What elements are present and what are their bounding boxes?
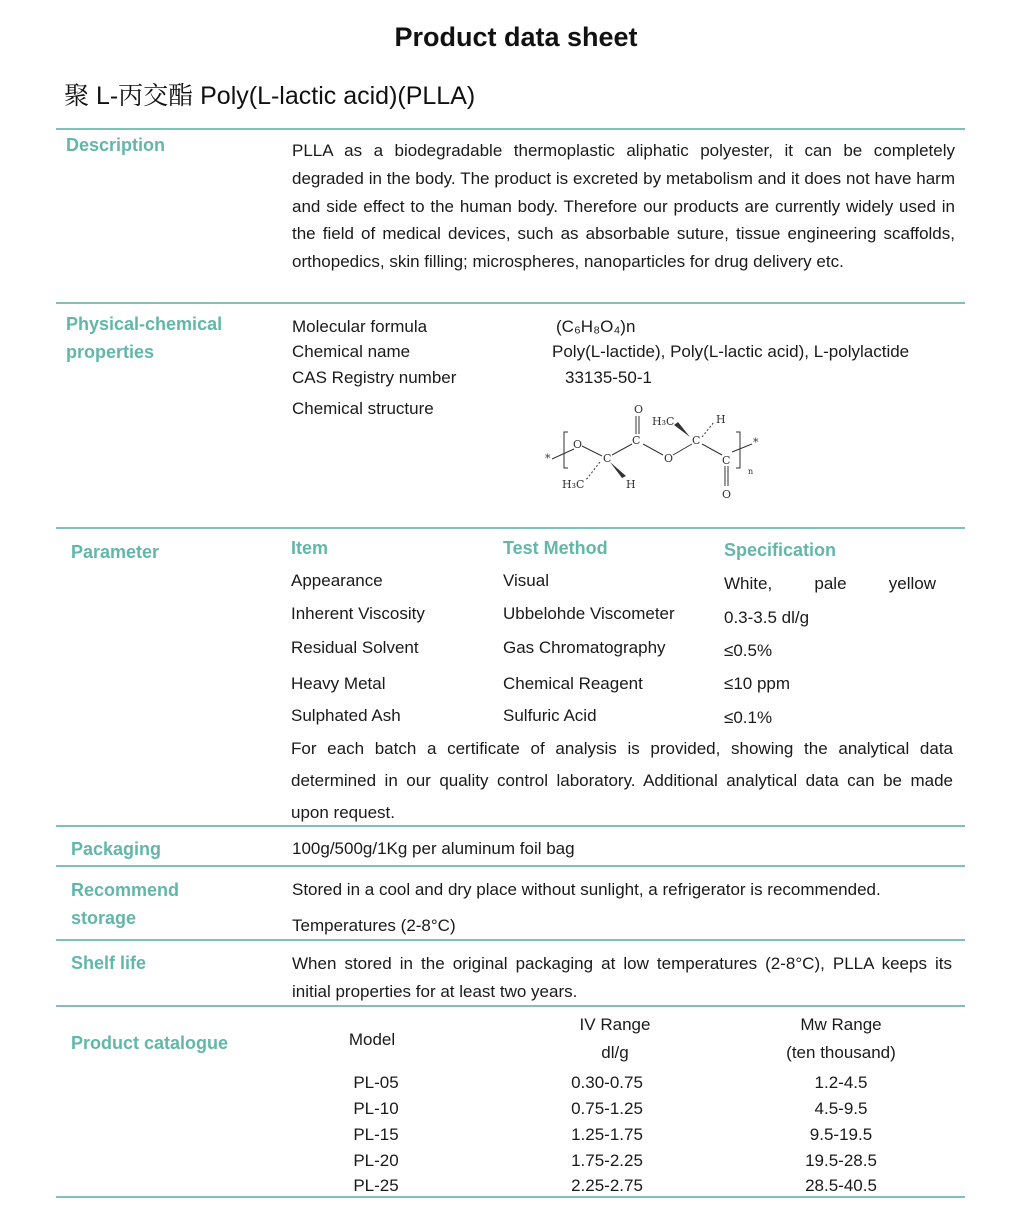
- parameter-method: Sulfuric Acid: [503, 706, 597, 725]
- catalogue-iv: 0.75-1.25: [571, 1099, 643, 1118]
- parameter-note: For each batch a certificate of analysis is provided, showing the analytical data determined in our quality control laboratory. Additional analytical data can be made upon request.: [291, 739, 953, 822]
- property-value: (C₆H₈O₄)n: [556, 317, 636, 336]
- svg-text:C: C: [632, 434, 641, 447]
- section-label-shelf-life: Shelf life: [71, 953, 147, 973]
- catalogue-model: PL-20: [353, 1151, 399, 1170]
- svg-text:O: O: [722, 488, 732, 501]
- column-header-method: Test Method: [503, 538, 608, 558]
- divider: [56, 128, 965, 130]
- svg-text:O: O: [573, 438, 583, 451]
- svg-text:C: C: [722, 454, 731, 467]
- catalogue-iv: 2.25-2.75: [571, 1176, 643, 1195]
- section-label-packaging: Packaging: [71, 839, 162, 859]
- column-header-spec: Specification: [724, 540, 837, 560]
- catalogue-model: PL-10: [353, 1099, 399, 1118]
- property-value: Poly(L-lactide), Poly(L-lactic acid), L-polylactide: [552, 342, 910, 361]
- svg-text:H₃C: H₃C: [652, 415, 675, 428]
- svg-text:O: O: [664, 452, 674, 465]
- divider: [56, 527, 965, 529]
- catalogue-model: PL-15: [353, 1125, 399, 1144]
- parameter-method: Chemical Reagent: [503, 674, 643, 693]
- property-name: Chemical name: [292, 342, 411, 361]
- catalogue-mw: 9.5-19.5: [809, 1125, 873, 1144]
- svg-text:C: C: [603, 452, 612, 465]
- parameter-item: Inherent Viscosity: [291, 604, 425, 623]
- svg-text:*: *: [753, 436, 759, 449]
- storage-temperature: Temperatures (2-8°C): [292, 916, 456, 935]
- section-label-catalogue: Product catalogue: [71, 1033, 229, 1053]
- product-name: 聚 L-丙交酯 Poly(L-lactic acid)(PLLA): [64, 82, 476, 110]
- column-header-item: Item: [291, 538, 329, 558]
- parameter-spec: ≤0.5%: [724, 641, 773, 660]
- svg-text:C: C: [692, 434, 701, 447]
- catalogue-mw: 19.5-28.5: [805, 1151, 877, 1170]
- parameter-spec: ≤10 ppm: [724, 674, 791, 693]
- catalogue-header-mw-unit: (ten thousand): [786, 1043, 896, 1062]
- section-label-storage: Recommend: [71, 880, 180, 900]
- divider: [56, 939, 965, 941]
- parameter-spec: ≤0.1%: [724, 708, 773, 727]
- catalogue-model: PL-25: [353, 1176, 399, 1195]
- catalogue-header-iv-unit: dl/g: [601, 1043, 629, 1062]
- shelf-life-text: When stored in the original packaging at low temperatures (2-8°C), PLLA keeps its initial properties for at least two years.: [292, 954, 952, 1001]
- catalogue-header-model: Model: [348, 1030, 396, 1049]
- property-name: Molecular formula: [292, 317, 428, 336]
- section-label-physical: Physical-chemical properties: [66, 314, 223, 362]
- svg-text:H: H: [626, 478, 636, 491]
- parameter-spec: White, pale yellow: [724, 574, 936, 593]
- parameter-item: Sulphated Ash: [291, 706, 401, 725]
- section-label-description: Description: [66, 135, 166, 155]
- section-label-parameter: Parameter: [71, 542, 160, 562]
- divider: [56, 865, 965, 867]
- svg-text:O: O: [634, 403, 644, 416]
- page-title: Product data sheet: [394, 22, 638, 52]
- storage-text: Stored in a cool and dry place without sunlight, a refrigerator is recommended.: [292, 880, 881, 899]
- property-name: CAS Registry number: [292, 368, 457, 387]
- catalogue-mw: 4.5-9.5: [814, 1099, 868, 1118]
- parameter-spec: 0.3-3.5 dl/g: [724, 608, 810, 627]
- catalogue-iv: 1.25-1.75: [571, 1125, 643, 1144]
- section-label-storage: storage: [71, 908, 137, 928]
- catalogue-iv: 0.30-0.75: [571, 1073, 643, 1092]
- parameter-method: Gas Chromatography: [503, 638, 666, 657]
- chemical-structure-diagram: [540, 400, 780, 505]
- description-text: PLLA as a biodegradable thermoplastic aliphatic polyester, it can be completely degraded in the body. The product is excreted by metabolism and it does not have harm and side effect to the human body. Therefore our products are currently widely used in the field of medical devices, such as absorbable suture, tissue engineering scaffolds, orthopedics, skin filling; microspheres, nanoparticles for drug delivery etc.: [292, 141, 955, 272]
- parameter-item: Appearance: [291, 571, 383, 590]
- catalogue-mw: 1.2-4.5: [814, 1073, 868, 1092]
- svg-text:H: H: [716, 413, 726, 426]
- catalogue-mw: 28.5-40.5: [805, 1176, 877, 1195]
- property-name: Chemical structure: [292, 399, 434, 418]
- parameter-item: Residual Solvent: [291, 638, 419, 657]
- catalogue-model: PL-05: [353, 1073, 399, 1092]
- svg-text:*: *: [545, 452, 551, 465]
- parameter-method: Visual: [503, 571, 549, 590]
- parameter-item: Heavy Metal: [291, 674, 386, 693]
- svg-text:H₃C: H₃C: [562, 478, 585, 491]
- divider: [56, 302, 965, 304]
- catalogue-header-mw: Mw Range: [800, 1015, 882, 1034]
- packaging-text: 100g/500g/1Kg per aluminum foil bag: [292, 839, 575, 858]
- svg-text:n: n: [748, 467, 754, 476]
- catalogue-header-iv: IV Range: [579, 1015, 651, 1034]
- parameter-method: Ubbelohde Viscometer: [503, 604, 675, 623]
- catalogue-iv: 1.75-2.25: [571, 1151, 643, 1170]
- property-value: 33135-50-1: [565, 368, 652, 387]
